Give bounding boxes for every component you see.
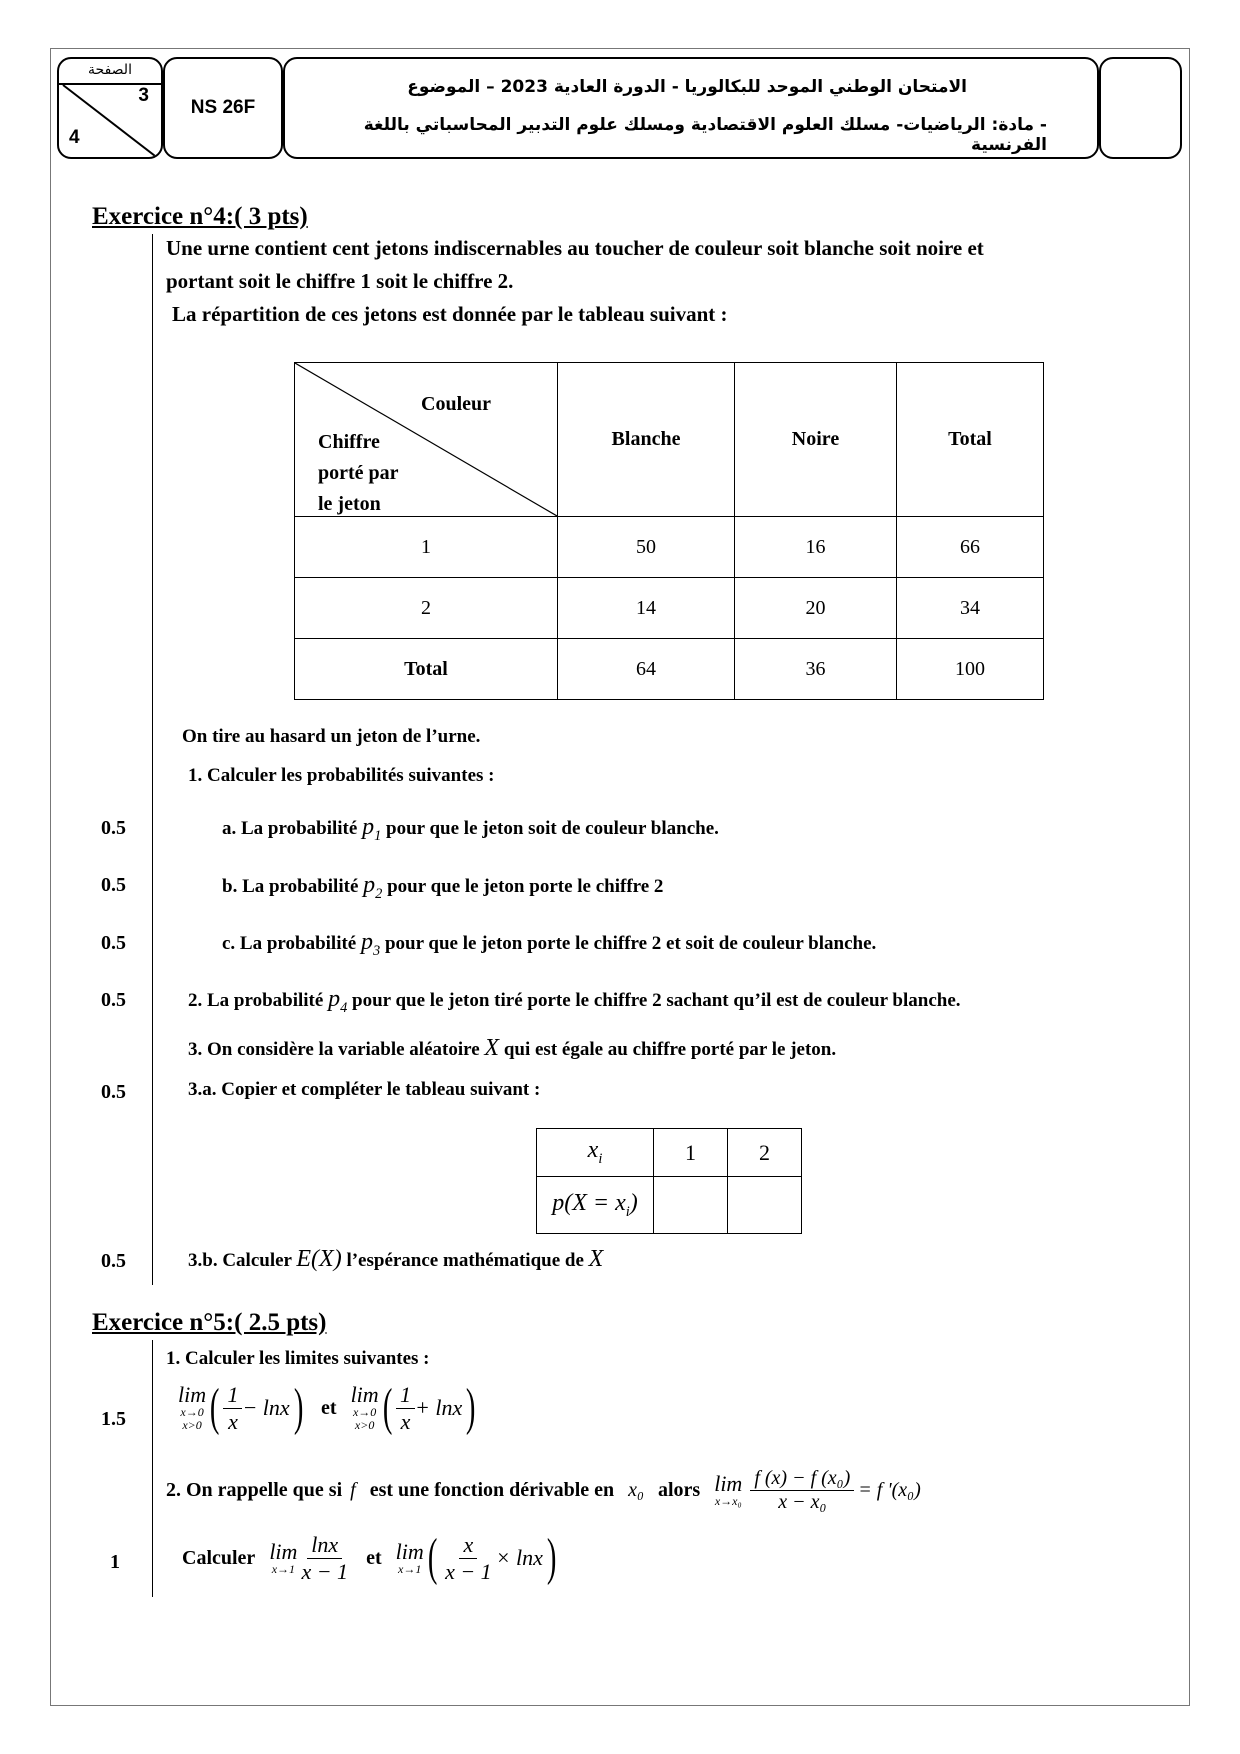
ex4-q1b [222,872,663,903]
paren-open: ( [427,1529,438,1586]
q3-lim1-operator [269,1538,298,1576]
ex4-intro-line1: Une urne contient cent jetons indiscernables au toucher de couleur soit blanche soit noire et [166,236,984,260]
lim1-sub-b: x>0 [182,1418,202,1432]
q2-var [328,986,348,1016]
exam-title-line1: الامتحان الوطني الموحد للبكالوريا - الدورة العادية 2023 – الموضوع [407,77,967,97]
ex5-q2 [166,1467,921,1514]
paren-close: ) [293,1379,304,1436]
row-label-1: 1 [295,517,558,578]
corner-line-1: Chiffre [318,431,380,453]
lim1-rest: − lnx [242,1395,290,1420]
col-header-noire: Noire [735,363,897,517]
lim2-operator [351,1384,379,1431]
q2-var-p: p [328,986,341,1012]
law-xi-var: x [587,1137,599,1164]
ex4-q3 [188,1035,836,1062]
probability-law-table [536,1128,802,1234]
q3-lim1-sub: x→1 [271,1561,296,1576]
ex4-q3a: 3.a. Copier et compléter le tableau suivant : [188,1079,541,1100]
points-q1a: 0.5 [101,817,126,839]
corner-line-3: le jeton [318,493,381,515]
q3-f2-num: x [459,1532,477,1558]
exercise-4-title: Exercice n°4:( 3 pts) [92,203,308,230]
lim1-operator [178,1384,206,1431]
points-q3b: 0.5 [101,1250,126,1272]
q1b-var-sub: 2 [375,885,383,902]
q2-var-sub: 4 [340,999,348,1016]
lim1-word: lim [178,1382,207,1408]
ex4-intro-line3: La répartition de ces jetons est donnée par le tableau suivant : [172,302,728,326]
q2-x0: x₀ [628,1479,644,1501]
q2-lim-sub: x→x₀ [714,1494,742,1509]
q2-f: f [350,1479,356,1501]
q2-num: f (x) − f (x₀) [750,1467,854,1491]
points-q2: 0.5 [101,989,126,1011]
q3-var: X [484,1035,500,1061]
lim2-num: 1 [396,1382,415,1408]
lim1-frac [223,1382,242,1434]
exercise-4-margin-line [152,234,153,1285]
q1b-post: pour que le jeton porte le chiffre 2 [387,876,664,897]
corner-chiffre [318,427,399,520]
exercise-5-title: Exercice n°5:( 2.5 pts) [92,1309,327,1336]
q2-pre: 2. La probabilité [188,990,324,1011]
table-cell: 64 [558,639,735,700]
ex4-q1c [222,929,876,960]
col-header-total: Total [897,363,1044,517]
q1c-var [361,929,381,959]
q2-pre: 2. On rappelle que si [166,1479,343,1501]
table-cell: 36 [735,639,897,700]
q3-frac2 [441,1532,496,1584]
q1c-post: pour que le jeton porte le chiffre 2 et soit de couleur blanche. [384,933,877,954]
q3-post: qui est égale au chiffre porté par le jeton. [503,1039,837,1060]
law-p-close: ) [629,1189,638,1216]
law-p-sub: i [625,1203,630,1220]
q2-alors: alors [657,1479,701,1501]
page-number-box [57,57,163,159]
page-current: 3 [138,85,149,106]
q2-den: x − x₀ [778,1491,827,1513]
paren-close: ) [466,1379,476,1436]
lim2-word: lim [350,1382,379,1408]
lim2-frac [396,1382,415,1434]
law-p-text: p(X = x [552,1189,626,1216]
q3-label: Calculer [182,1546,256,1569]
q3-f2-rest: × lnx [495,1545,543,1570]
q1b-var-p: p [363,872,376,898]
table-cell: 50 [558,517,735,578]
row-label-total: Total [295,639,558,700]
points-q3a: 0.5 [101,1081,126,1103]
ex5-q1: 1. Calculer les limites suivantes : [166,1348,430,1369]
q2-lim-word: lim [714,1471,743,1497]
paren-open: ( [210,1379,220,1436]
law-value-1: 1 [654,1129,728,1177]
table-cell: 20 [735,578,897,639]
q3-f1-num: lnx [307,1532,342,1558]
ex5-limits-1 [178,1379,480,1436]
paren-open: ( [382,1379,393,1436]
q1a-pre: a. La probabilité [222,818,358,839]
et-1: et [321,1396,337,1419]
lim2-sub-b: x>0 [354,1418,375,1432]
lim2-rest: + lnx [415,1395,463,1420]
q2-mid: est une fonction dérivable en [369,1479,615,1501]
page-total: 4 [69,127,80,148]
lim1-sub-a: x→0 [180,1405,204,1420]
table-cell: 34 [897,578,1044,639]
exercise-5-margin-line [152,1340,153,1597]
table-cell: 16 [735,517,897,578]
points-ex5-q2: 1 [110,1551,120,1573]
q3-lim1-word: lim [269,1538,298,1564]
exam-title-line2: - مادة: الرياضيات- مسلك العلوم الاقتصادية ومسلك علوم التدبير المحاسباتي باللغة الفرنسية [363,115,1047,155]
q1a-var-p: p [362,814,375,840]
table-cell: 66 [897,517,1044,578]
lim1-num: 1 [223,1382,242,1408]
q3-lim2-operator [395,1538,424,1576]
q3-pre: 3. On considère la variable aléatoire [188,1039,480,1060]
corner-couleur: Couleur [421,393,491,415]
points-ex5-q1: 1.5 [101,1408,126,1430]
corner-line-2: porté par [318,462,399,484]
q2-lim-operator [714,1473,742,1508]
q3-lim2-word: lim [395,1538,424,1564]
table-cell: 100 [897,639,1044,700]
q1c-pre: c. La probabilité [222,933,357,954]
q3-f1-den: x − 1 [301,1558,349,1584]
q3b-expr: E(X) [296,1246,342,1272]
ex4-q3b [188,1246,603,1273]
law-value-2: 2 [728,1129,802,1177]
exam-code: NS 26F [163,57,283,159]
q3-frac1 [297,1532,352,1584]
q1b-var [363,872,383,902]
lim2-sub-a: x→0 [352,1405,377,1420]
exam-title-box [283,57,1099,159]
law-xi-sub: i [598,1150,603,1167]
points-q1b: 0.5 [101,874,126,896]
table-corner-cell [295,363,558,517]
law-head-xi [537,1129,654,1177]
q3-f2-den: x − 1 [445,1558,492,1584]
distribution-table [294,362,1044,700]
q2-post: pour que le jeton tiré porte le chiffre 2 sachant qu’il est de couleur blanche. [352,990,961,1011]
paren-close: ) [546,1529,557,1586]
q3b-var: X [588,1246,604,1272]
ex4-draw-text: On tire au hasard un jeton de l’urne. [182,726,481,747]
page-label: الصفحة [59,59,161,85]
q1c-var-p: p [361,929,373,955]
et-2: et [366,1546,382,1569]
q1a-var-sub: 1 [374,827,382,844]
law-empty-cell-1[interactable] [654,1177,728,1234]
law-head-p [537,1177,654,1234]
ex5-q3 [182,1529,560,1586]
q3-lim2-sub: x→1 [398,1561,422,1576]
lim2-den: x [400,1408,411,1434]
q3b-pre: 3.b. Calculer [188,1250,292,1271]
ex4-q2 [188,986,961,1017]
lim1-den: x [228,1408,238,1434]
ex4-intro-line2: portant soit le chiffre 1 soit le chiffre 2. [166,269,514,293]
q1a-var [362,814,382,844]
col-header-blanche: Blanche [558,363,735,517]
q2-frac [750,1467,854,1514]
q1a-post: pour que le jeton soit de couleur blanche. [386,818,719,839]
law-empty-cell-2[interactable] [728,1177,802,1234]
ex4-q1: 1. Calculer les probabilités suivantes : [188,765,495,786]
ex4-q1a [222,814,719,845]
points-q1c: 0.5 [101,932,126,954]
q2-rhs: = f '(x₀) [858,1479,921,1501]
q3b-post: l’espérance mathématique de [346,1250,584,1271]
header-blank-box [1099,57,1182,159]
q1c-var-sub: 3 [373,942,381,959]
table-cell: 14 [558,578,735,639]
row-label-2: 2 [295,578,558,639]
q1b-pre: b. La probabilité [222,876,359,897]
